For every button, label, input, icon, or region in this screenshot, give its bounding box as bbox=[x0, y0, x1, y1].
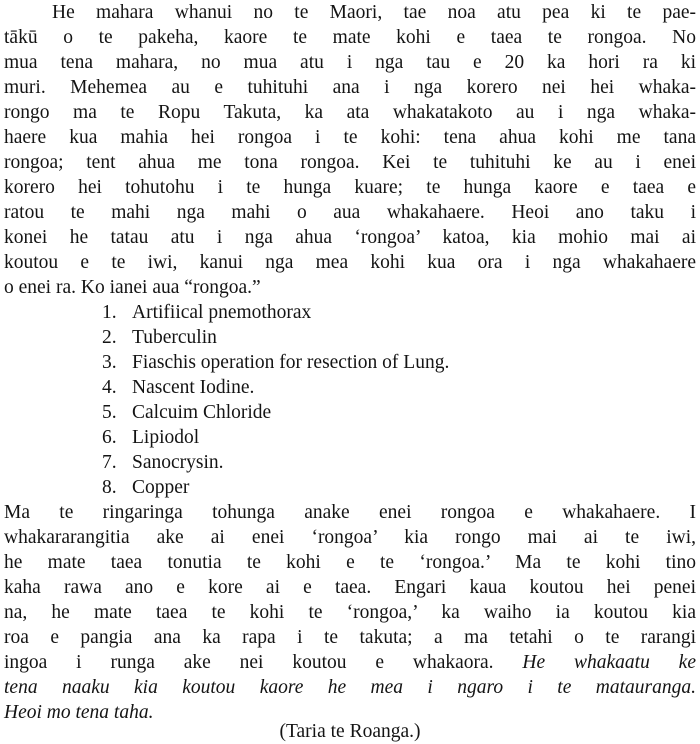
paragraph2-text: ingoa i runga ake nei koutou e whakaora. bbox=[4, 652, 494, 673]
paragraph2-line: whakararangitia ake ai enei ‘rongoa’ kia rongo mai ai te iwi, bbox=[4, 527, 696, 548]
closing-italic-line: tena naaku kia koutou kaore he mea i ngaro i te matauranga. bbox=[4, 677, 696, 698]
paragraph1-line: muri. Mehemea au e tuhituhi ana i nga korero nei hei whaka- bbox=[4, 77, 696, 98]
remedy-text: Artifiical pnemothorax bbox=[132, 302, 312, 323]
remedy-list-item bbox=[102, 400, 271, 425]
remedy-text: Calcuim Chloride bbox=[132, 402, 272, 423]
remedy-text: Copper bbox=[132, 477, 190, 498]
paragraph1-line: haere kua mahia hei rongoa i te kohi: tena ahua kohi me tana bbox=[4, 127, 696, 148]
remedy-number: 8. bbox=[102, 477, 117, 498]
remedy-text: Sanocrysin. bbox=[132, 452, 224, 473]
remedy-number: 4. bbox=[102, 377, 117, 398]
closing-italic-line: Heoi mo tena taha. bbox=[4, 702, 154, 723]
closing-italic-start: He whakaatu ke bbox=[522, 652, 696, 673]
remedy-text: Lipiodol bbox=[132, 427, 200, 448]
remedy-list-item bbox=[102, 425, 199, 450]
remedy-list-item bbox=[102, 350, 449, 375]
remedy-number: 5. bbox=[102, 402, 117, 423]
remedy-number: 7. bbox=[102, 452, 117, 473]
remedy-list-item bbox=[102, 475, 189, 500]
paragraph1-line: ratou te mahi nga mahi o aua whakahaere. Heoi ano taku i bbox=[4, 202, 696, 223]
remedy-text: Tuberculin bbox=[132, 327, 217, 348]
remedy-list-item bbox=[102, 325, 217, 350]
paragraph1-line: mua tena mahara, no mua atu i nga tau e 20 ka hori ra ki bbox=[4, 52, 696, 73]
document-page bbox=[4, 0, 696, 744]
paragraph2-line bbox=[4, 650, 696, 675]
remedy-list-item bbox=[102, 450, 224, 475]
paragraph2-line: na, he mate taea te kohi te ‘rongoa,’ ka waiho ia koutou kia bbox=[4, 602, 696, 623]
paragraph1-line: rongo ma te Ropu Takuta, ka ata whakatakoto au i nga whaka- bbox=[4, 102, 696, 123]
remedy-number: 1. bbox=[102, 302, 117, 323]
paragraph1-line: o enei ra. Ko ianei aua “rongoa.” bbox=[4, 277, 261, 298]
remedy-text: Nascent Iodine. bbox=[132, 377, 255, 398]
paragraph2-line: Ma te ringaringa tohunga anake enei rongoa e whakahaere. I bbox=[4, 502, 696, 523]
remedy-number: 3. bbox=[102, 352, 117, 373]
paragraph1-line: tākū o te pakeha, kaore te mate kohi e taea te rongoa. No bbox=[4, 27, 696, 48]
paragraph1-line: He mahara whanui no te Maori, tae noa atu pea ki te pae- bbox=[52, 2, 696, 23]
remedy-list-item bbox=[102, 300, 311, 325]
remedy-number: 2. bbox=[102, 327, 117, 348]
paragraph2-line: he mate taea tonutia te kohi e te ‘rongoa.’ Ma te kohi tino bbox=[4, 552, 696, 573]
paragraph1-line: korero hei tohutohu i te hunga kuare; te hunga kaore e taea e bbox=[4, 177, 696, 198]
paragraph1-line: konei he tatau atu i nga ahua ‘rongoa’ katoa, kia mohio mai ai bbox=[4, 227, 696, 248]
remedy-text: Fiaschis operation for resection of Lung. bbox=[132, 352, 450, 373]
remedy-number: 6. bbox=[102, 427, 117, 448]
paragraph2-line: roa e pangia ana ka rapa i te takuta; a ma tetahi o te rarangi bbox=[4, 627, 696, 648]
signature-line: (Taria te Roanga.) bbox=[279, 721, 421, 742]
paragraph1-line: koutou e te iwi, kanui nga mea kohi kua ora i nga whakahaere bbox=[4, 252, 696, 273]
paragraph1-line: rongoa; tent ahua me tona rongoa. Kei te tuhituhi ke au i enei bbox=[4, 152, 696, 173]
paragraph2-line: kaha rawa ano e kore ai e taea. Engari kaua koutou hei penei bbox=[4, 577, 696, 598]
remedy-list-item bbox=[102, 375, 254, 400]
